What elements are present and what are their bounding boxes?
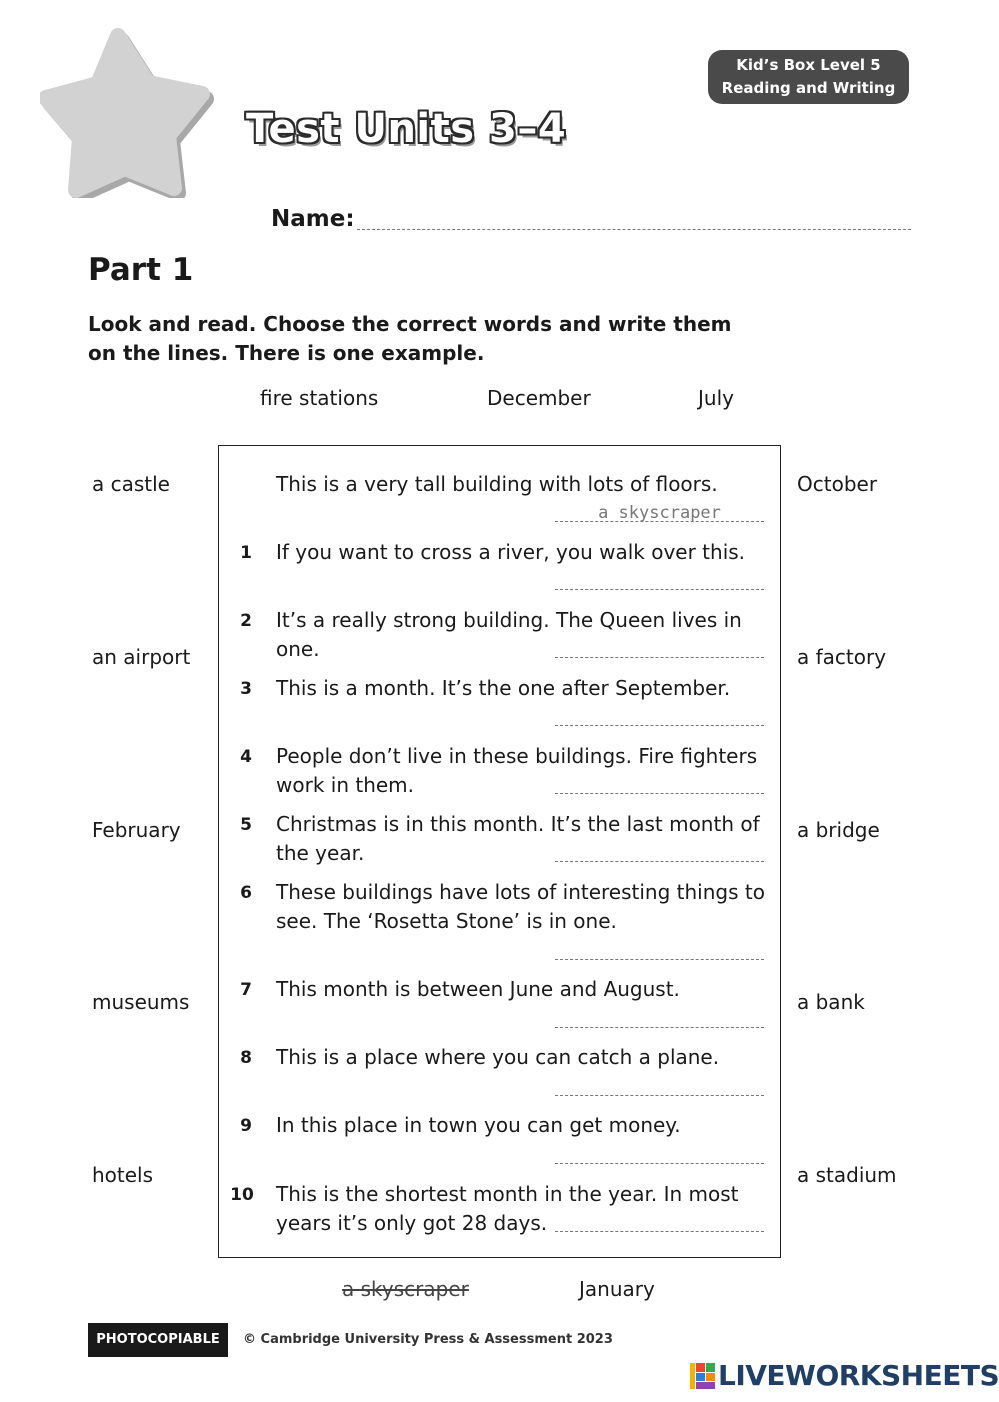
level-badge-line2: Reading and Writing: [721, 79, 896, 97]
question-number: 10: [230, 1185, 254, 1205]
question-number: 7: [240, 980, 252, 1000]
liveworksheets-logo-icon: [690, 1361, 716, 1393]
question-text: These buildings have lots of interesting things to see. The ‘Rosetta Stone’ is in one.: [276, 880, 765, 933]
question-number: 1: [240, 543, 252, 563]
answer-line[interactable]: [555, 1163, 764, 1164]
level-badge-line1: Kid’s Box Level 5: [736, 56, 881, 74]
question-number: 9: [240, 1116, 252, 1136]
word-bank-item: a bridge: [797, 818, 880, 842]
copyright-text: © Cambridge University Press & Assessment 2023: [243, 1332, 613, 1347]
word-bank-item: fire stations: [260, 386, 379, 410]
question-text: It’s a really strong building. The Queen lives in one.: [276, 608, 742, 661]
word-bank-item: museums: [92, 990, 190, 1014]
question-text: If you want to cross a river, you walk over this.: [276, 540, 746, 564]
answer-line[interactable]: [555, 861, 764, 862]
question-text: This is a month. It’s the one after September.: [276, 676, 731, 700]
word-bank-item: hotels: [92, 1163, 154, 1187]
answer-line[interactable]: [555, 1231, 764, 1232]
answer-line[interactable]: [555, 725, 764, 726]
question-text: This month is between June and August.: [276, 977, 680, 1001]
answer-line[interactable]: [555, 1027, 764, 1028]
question-number: 5: [240, 815, 252, 835]
word-bank-item: January: [579, 1277, 655, 1301]
question-number: 2: [240, 611, 252, 631]
word-bank-item-used: a skyscraper: [342, 1277, 469, 1301]
part-title: Part 1: [88, 252, 194, 288]
answer-line[interactable]: [555, 793, 764, 794]
page-title: Test Units 3–4: [246, 106, 567, 152]
word-bank-item: an airport: [92, 645, 191, 669]
example-answer-line: [555, 521, 764, 522]
word-bank-item: December: [487, 386, 591, 410]
instructions: Look and read. Choose the correct words and write them on the lines. There is one example.: [88, 312, 732, 365]
question-number: 8: [240, 1048, 252, 1068]
word-bank-item: July: [698, 386, 734, 410]
star-icon: [40, 28, 215, 198]
name-label: Name:: [271, 206, 355, 232]
word-bank-item: October: [797, 472, 878, 496]
word-bank-item: a castle: [92, 472, 170, 496]
word-bank-item: a stadium: [797, 1163, 897, 1187]
question-text: In this place in town you can get money.: [276, 1113, 681, 1137]
name-input-line[interactable]: [357, 229, 911, 230]
question-text: Christmas is in this month. It’s the last month of the year.: [276, 812, 760, 865]
question-text: This is a place where you can catch a plane.: [276, 1045, 720, 1069]
word-bank-item: February: [92, 818, 181, 842]
liveworksheets-brand: LIVEWORKSHEETS: [718, 1359, 999, 1392]
word-bank-item: a bank: [797, 990, 865, 1014]
question-text: This is the shortest month in the year. In most years it’s only got 28 days.: [276, 1182, 739, 1235]
example-answer: a skyscraper: [598, 503, 721, 523]
answer-line[interactable]: [555, 1095, 764, 1096]
question-number: 6: [240, 883, 252, 903]
answer-line[interactable]: [555, 959, 764, 960]
answer-line[interactable]: [555, 657, 764, 658]
question-number: 3: [240, 679, 252, 699]
level-badge: [708, 50, 909, 104]
answer-line[interactable]: [555, 589, 764, 590]
question-text: People don’t live in these buildings. Fire fighters work in them.: [276, 744, 758, 797]
question-number: 4: [240, 747, 252, 767]
photocopiable-badge: PHOTOCOPIABLE: [88, 1323, 228, 1357]
example-text: This is a very tall building with lots of floors.: [276, 472, 718, 496]
word-bank-item: a factory: [797, 645, 887, 669]
